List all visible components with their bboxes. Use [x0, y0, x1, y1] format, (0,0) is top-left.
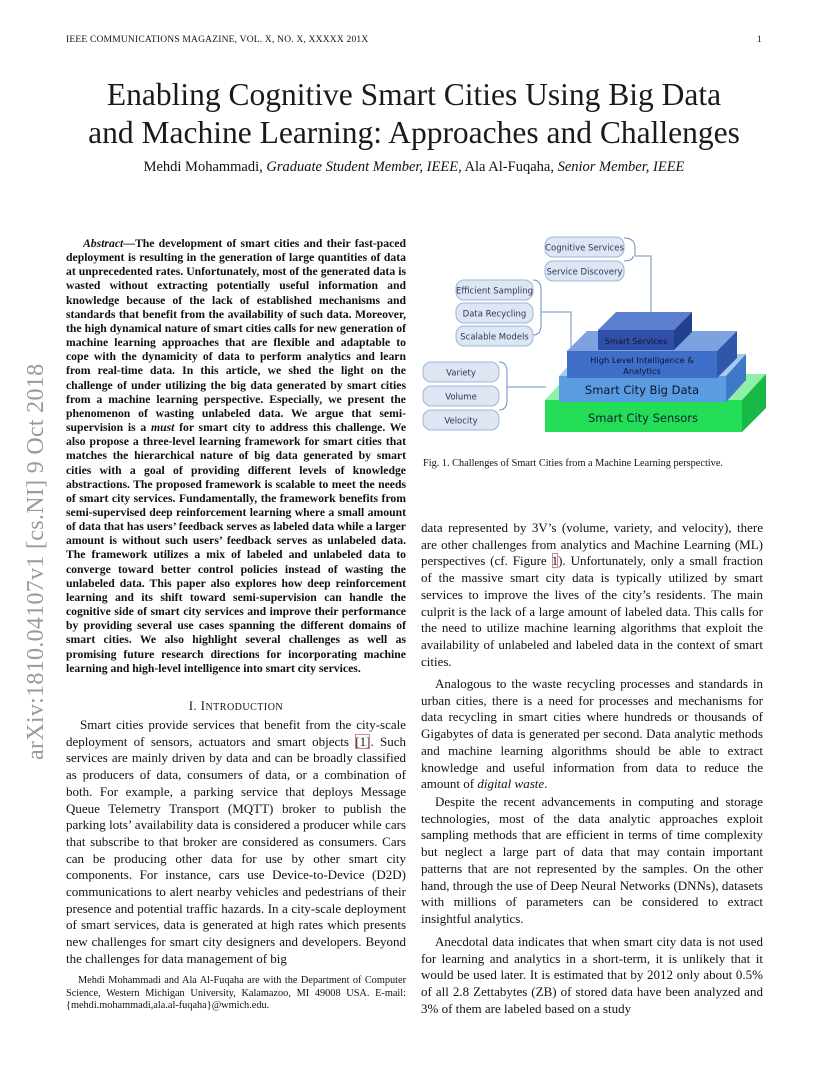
label-bigdata: Smart City Big Data — [584, 383, 700, 397]
running-header — [66, 35, 762, 45]
abstract-emphasis: must — [150, 421, 175, 435]
right-paragraph-3-block — [421, 794, 763, 928]
abstract-text-2: for smart city to address this challenge. We also propose a three-level learning framework for smart cities that matches the hierarchical nature of big data generated by smart cities with a goal of providing different levels of knowledge abstractions. The proposed framework is scalable to meet the needs of smart city services. Fundamentally, the framework benefits from semi-supervised deep reinforcement learning where a small amount of data that has users’ feedback serves as labeled data while a larger amount is without such users’ feedback serves as unlabeled data. The framework utilizes a mix of labeled and unlabeled data to converge toward better control policies instead of wasting the unlabeled data. This paper also explores how deep reinforcement learning and its shift toward semi-supervision can handle the cognitive side of smart city services and improve their performance by providing several use cases spanning the different domains of smart cities. We also highlight several challenges as well as promising future research directions for incorporating machine learning and high-level intelligence into smart city services. — [66, 421, 407, 675]
connector-variety — [499, 362, 546, 387]
citation-link-1[interactable]: [1] — [355, 733, 371, 749]
arxiv-stamp-text: arXiv:1810.04107v1 [cs.NI] 9 Oct 2018 — [23, 363, 49, 760]
intro-text-a: Smart cities provide services that benefit from the city-scale deployment of sensors, actuators and smart objects — [66, 717, 406, 749]
right-paragraph-4-block — [421, 934, 763, 1018]
intro-text-b: . Such services are mainly driven by data and can be broadly classified as producers of data, consumers of data, or a combination of both. For example, a parking service that deploys Message Queue Telemetry Transport (MQTT) broker to publish the parking lots’ availability data is considered a producer while cars that subscribe to that broker are considered as consumers. Cars can be producing other data for use by other smart city components. For instance, cars use Device-to-Device (D2D) communications to alert nearby vehicles and pedestrians of their presence and potential traffic hazards. In a city-scale deployment of smart services, data is generated at high rates which presents new challenges for smart city designers and developers. Beyond the challenges for data management of big — [66, 733, 407, 966]
figure-1-caption: Fig. 1. Challenges of Smart Cities from a Machine Learning perspective. — [423, 458, 723, 469]
right-paragraph-2-block — [421, 676, 763, 793]
right-p1-text-a: data represented by 3V’s (volume, variety, and velocity), there are other challenges from analytics and Machine Learning (ML) perspectives (cf. Figure — [421, 520, 763, 569]
label-volume: Volume — [445, 392, 477, 403]
right-paragraph-4: Anecdotal data indicates that when smart city data is not used for learning and analytics in a short-term, it is unlikely that it would be used later. It is estimated that by 2012 only about 0.5% of all 2.8 Zettabytes (ZB) of stored data have been analyzed and 3% of them are labeled based on a study — [421, 934, 763, 1016]
right-p2-text-b: . — [544, 776, 548, 792]
right-p2-emphasis: digital waste — [477, 776, 545, 792]
layer-services — [598, 312, 692, 350]
section-title-initial: I — [200, 699, 206, 713]
section-title-rest: NTRODUCTION — [205, 702, 284, 713]
author-1: Mehdi Mohammadi, — [143, 159, 263, 175]
label-efficient-sampling: Efficient Sampling — [455, 286, 534, 297]
paper-title — [40, 76, 788, 152]
running-head-text: IEEE COMMUNICATIONS MAGAZINE, VOL. X, NO. X, XXXXX 201X — [66, 35, 369, 45]
intro-paragraph-1 — [66, 717, 406, 968]
label-sensors: Smart City Sensors — [587, 411, 699, 425]
label-cognitive-services: Cognitive Services — [545, 243, 624, 254]
right-p2-text-a: Analogous to the waste recycling processes and standards in urban cities, there is a need for processes and mechanisms for data recycling in smart cities where hundreds or thousands of Gigabytes of data is generated per second. Data analytic methods and machine learning algorithms should be able to extract knowledge and useful information from data to reduce the amount of — [421, 676, 763, 792]
section-heading-introduction — [66, 699, 406, 714]
right-p1-text-b: ). Unfortunately, only a small fraction of the massive smart city data is typically utilized by smart services to improve the lives of the city’s residents. The main culprit is the lack of a large amount of labeled data. This calls for the need to utilize machine learning algorithms that exploit the availability of unlabeled and labeled data in the context of smart cities. — [421, 553, 763, 669]
abstract-text-1: —The development of smart cities and their fast-paced deployment is resulting in the generation of large quantities of data at unprecedented rates. Unfortunately, most of the generated data is wasted without extracting potentially useful information and knowledge because of the lack of established mechanisms and standards that benefit from the availability of such data. Moreover, the high dynamical nature of smart cities calls for new generation of machine learning approaches that are flexible and adaptable to cope with the dynamicity of data to perform analytics and learn from real-time data. In this article, we shed the light on the challenge of under utilizing the big data generated by smart cities from a machine learning perspective. Especially, we present the phenomenon of wasting unlabeled data. We argue that semi-supervision is a — [66, 237, 406, 435]
author-line — [40, 159, 788, 176]
author-1-role: Graduate Student Member, IEEE, — [266, 159, 462, 175]
introduction-body — [66, 717, 406, 968]
connector-velocity — [499, 387, 507, 410]
arxiv-stamp — [18, 300, 58, 760]
right-paragraph-2 — [421, 676, 763, 793]
figure-reference-link[interactable]: 1 — [551, 553, 559, 569]
label-data-recycling: Data Recycling — [462, 309, 527, 320]
label-intelligence-2: Analytics — [623, 366, 661, 376]
label-variety: Variety — [446, 368, 476, 379]
author-2: Ala Al-Fuqaha, — [464, 159, 554, 175]
connector-models — [533, 312, 541, 335]
author-2-role: Senior Member, IEEE — [557, 159, 685, 175]
right-paragraph-1 — [421, 520, 763, 670]
title-line-2: and Machine Learning: Approaches and Challenges — [88, 115, 740, 150]
figure-1-diagram — [421, 232, 766, 442]
right-paragraph-1-block — [421, 520, 763, 670]
footnote-text: Mehdi Mohammadi and Ala Al-Fuqaha are with the Department of Computer Science, Western Michigan University, Kalamazoo, MI 49008 USA. E-mail: {mehdi.mohammadi,ala.al-fuqaha}@wmich.edu. — [66, 975, 406, 1011]
label-services: Smart Services — [604, 336, 668, 346]
author-footnote — [66, 975, 406, 1013]
right-paragraph-3: Despite the recent advancements in computing and storage technologies, most of the data analytic approaches exploit sampling methods that are efficient in terms of time complexity but neglect a large part of data that may contain important patterns that are not represented by the samples. On the other hand, through the use of Deep Neural Networks (DNNs), datasets with millions of parameters can be considered to extract insightful analytics. — [421, 794, 763, 926]
abstract — [66, 237, 406, 676]
label-scalable-models: Scalable Models — [460, 332, 529, 343]
label-intelligence-1: High Level Intelligence & — [590, 355, 694, 365]
label-velocity: Velocity — [444, 416, 478, 427]
connector-discovery — [624, 256, 633, 261]
label-service-discovery: Service Discovery — [546, 267, 623, 278]
connector-sampling — [533, 280, 571, 360]
abstract-label: Abstract — [83, 237, 124, 250]
section-number: I. — [188, 699, 198, 713]
title-line-1: Enabling Cognitive Smart Cities Using Big Data — [106, 77, 722, 112]
page-number: 1 — [757, 35, 762, 45]
